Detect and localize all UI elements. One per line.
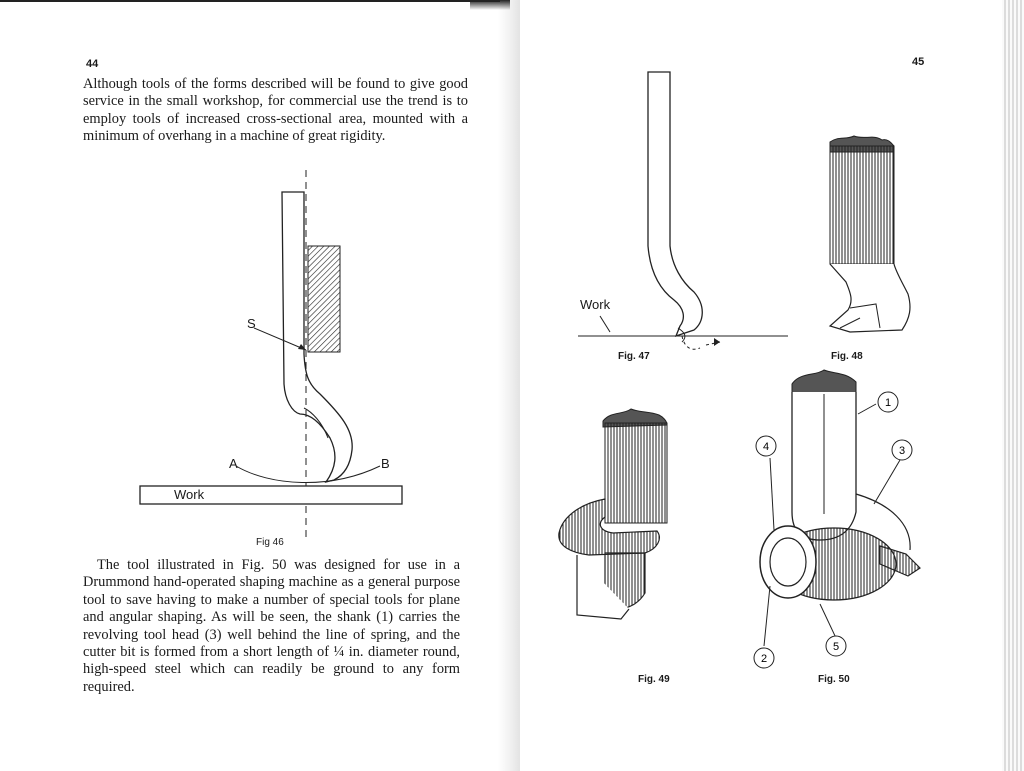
callout-3: 3 [898, 445, 906, 457]
figure-48-diagram [820, 132, 920, 342]
label-work-fig46: Work [174, 487, 205, 502]
s-arrow [254, 328, 306, 350]
tool-clamp-block [308, 246, 340, 352]
label-s: S [247, 316, 256, 331]
label-work-fig47: Work [580, 297, 611, 312]
page-number-left: 44 [86, 58, 99, 70]
callout-1: 1 [884, 397, 892, 409]
callout-4: 4 [762, 441, 770, 453]
book-gutter [498, 0, 520, 771]
spine-shadow [470, 0, 510, 10]
label-a: A [229, 456, 238, 471]
callout-5: 5 [832, 641, 840, 653]
arc-a-b [236, 466, 380, 483]
page-number-right: 45 [912, 56, 925, 68]
caption-fig-48: Fig. 48 [831, 351, 863, 362]
figure-50-diagram [740, 364, 940, 664]
caption-fig-49: Fig. 49 [638, 674, 670, 685]
paragraph-drummond-tool: The tool illustrated in Fig. 50 was designed for use in a Drummond hand-operated shaping machine as a general purpose tool to save having to make a number of special tools for plane and angular shaping. As will be seen, the shank (1) carries the revolving tool head (3) well behind the line of spring, and the cutter bit is formed from a short length of ¼ in. diameter round, high-speed steel which can readily be ground to any form required. [83, 557, 460, 695]
figure-49-diagram [553, 403, 683, 633]
paragraph-intro: Although tools of the forms described will be found to give good service in the small workshop, for commercial use the trend is to employ tools of increased cross-sectional area, mounted with a minimum of overhang in a machine of great rigidity. [83, 76, 468, 145]
caption-fig-47: Fig. 47 [618, 351, 650, 362]
page-edges [1002, 0, 1024, 771]
callout-2: 2 [760, 653, 768, 665]
tool-bend-inner [304, 408, 328, 438]
caption-fig-50: Fig. 50 [818, 674, 850, 685]
figure-47-diagram [570, 70, 810, 370]
tool-outline-fig47 [648, 72, 702, 336]
caption-fig-46: Fig 46 [256, 537, 284, 548]
top-edge-shadow [0, 0, 500, 2]
figure-46-diagram [130, 168, 430, 538]
label-b: B [381, 456, 390, 471]
tool-body-fig48 [830, 264, 910, 332]
